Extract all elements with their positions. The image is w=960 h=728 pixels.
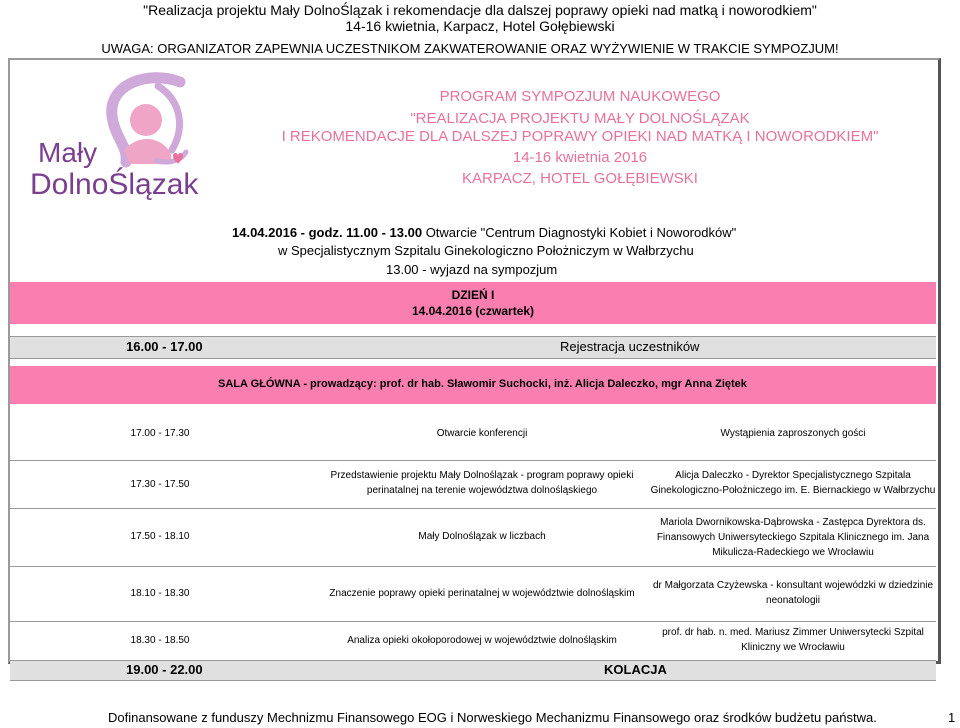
- table-row-time: 17.00 - 17.30: [130, 427, 190, 439]
- program-line-3: I REKOMENDACJE DLA DALSZEJ POPRAWY OPIEKI NAD MATKĄ I NOWORODKIEM": [281, 128, 879, 145]
- registration-label: Rejestracja uczestników: [560, 339, 700, 354]
- supper-time: 19.00 - 22.00: [126, 662, 203, 677]
- day-date: 14.04.2016 (czwartek): [411, 304, 535, 318]
- opening-line1: [232, 224, 932, 242]
- opening-line2: w Specjalistycznym Szpitalu Ginekologiczno Położniczym w Wałbrzychu: [278, 243, 694, 258]
- table-row-speaker: Mariola Dwornikowska-Dąbrowska - Zastępca Dyrektora ds. Finansowych Uniwersyteckiego Szpitala Klinicznego im. Jana Mikulicza-Radeckiego we Wrocławiu: [656, 516, 930, 558]
- row-separator: [10, 566, 936, 567]
- table-row-speaker: dr Małgorzata Czyżewska - konsultant wojewódzki w dziedzinie neonatologii: [652, 580, 934, 606]
- program-line-5: KARPACZ, HOTEL GOŁĘBIEWSKI: [462, 170, 698, 187]
- opening-date: 14.04.2016 - godz. 11.00 - 13.00: [232, 225, 423, 240]
- table-row-title: Otwarcie konferencji: [436, 427, 528, 439]
- day-title: DZIEŃ I: [451, 288, 495, 302]
- table-row-time: 17.50 - 18.10: [130, 530, 190, 542]
- logo-line2: DolnoŚlązak: [30, 168, 199, 201]
- logo-line1: Mały: [38, 137, 98, 168]
- table-row-title: Znaczenie poprawy opieki perinatalnej w województwie dolnośląskim: [329, 587, 635, 599]
- table-row-speaker: prof. dr hab. n. med. Mariusz Zimmer Uniwersytecki Szpital Kliniczny we Wrocławiu: [662, 627, 924, 653]
- table-row-title: Przedstawienie projektu Mały Dolnoślązak - program poprawy opieki perinatalnej na terenie województwa dolnośląskiego: [330, 470, 634, 496]
- mother-child-logo-icon: [30, 64, 210, 204]
- supper-label: KOLACJA: [604, 662, 667, 677]
- opening-title: Otwarcie "Centrum Diagnostyki Kobiet i Noworodków": [425, 225, 737, 240]
- table-row-time: 18.10 - 18.30: [130, 587, 190, 599]
- page-number: 1: [948, 710, 956, 725]
- registration-time: 16.00 - 17.00: [126, 339, 203, 354]
- warning-text: UWAGA: ORGANIZATOR ZAPEWNIA UCZESTNIKOM ZAKWATEROWANIE ORAZ WYŻYWIENIE W TRAKCIE SYMPOZJUM!: [101, 41, 839, 56]
- program-line-2: "REALIZACJA PROJEKTU MAŁY DOLNOŚLĄZAK: [410, 110, 750, 127]
- table-row-speaker: Alicja Daleczko - Dyrektor Specjalistycznego Szpitala Ginekologiczno-Położniczego im. E. Biernackiego w Wałbrzychu: [650, 470, 936, 496]
- table-row-title: Analiza opieki okołoporodowej w województwie dolnośląskim: [347, 634, 617, 646]
- table-row-title: Mały Dolnoślązak w liczbach: [418, 530, 546, 542]
- hall-label: SALA GŁÓWNA - prowadzący: prof. dr hab. Sławomir Suchocki, inż. Alicja Daleczko, mgr Anna Ziętek: [218, 378, 747, 390]
- row-separator: [10, 508, 936, 509]
- logo: [30, 64, 210, 204]
- doc-title-line2: 14-16 kwietnia, Karpacz, Hotel Gołębiewski: [345, 18, 615, 34]
- table-row-speaker: Wystąpienia zaproszonych gości: [720, 427, 866, 439]
- footer-text: Dofinansowane z funduszy Mechnizmu Finansowego EOG i Norweskiego Mechanizmu Finansowego oraz środków budżetu państwa.: [108, 710, 877, 725]
- table-row-time: 18.30 - 18.50: [130, 634, 190, 646]
- table-row-time: 17.30 - 17.50: [130, 478, 190, 490]
- doc-title-line1: "Realizacja projektu Mały DolnoŚlązak i rekomendacje dla dalszej poprawy opieki nad matką i noworodkiem": [143, 2, 817, 18]
- row-separator: [10, 460, 936, 461]
- program-line-1: PROGRAM SYMPOZJUM NAUKOWEGO: [439, 88, 721, 105]
- opening-line3: 13.00 - wyjazd na sympozjum: [386, 262, 558, 277]
- row-separator: [10, 621, 936, 622]
- program-line-4: 14-16 kwietnia 2016: [512, 149, 648, 166]
